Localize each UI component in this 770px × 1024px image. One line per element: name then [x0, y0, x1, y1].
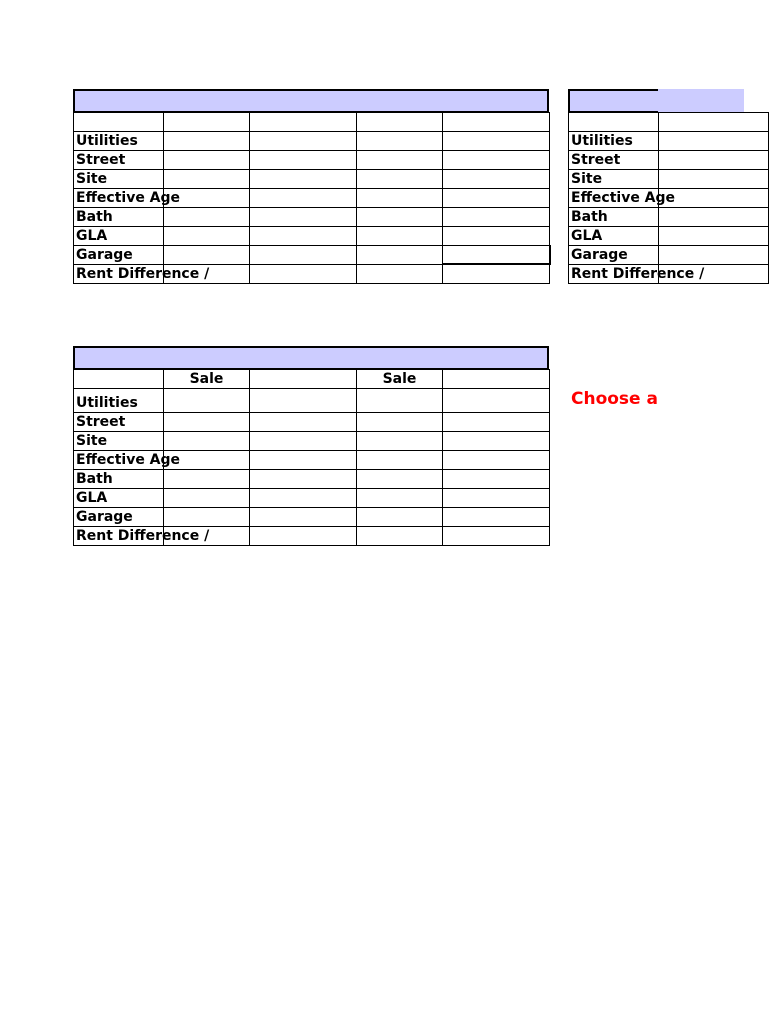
- table-cell: [357, 470, 443, 489]
- row-label: Street: [74, 150, 164, 169]
- column-header: [443, 113, 550, 132]
- table-cell: [443, 389, 550, 413]
- table-header-row: [569, 113, 769, 132]
- row-label: GLA: [74, 489, 164, 508]
- column-header-sale: Sale: [164, 370, 250, 389]
- table-row: [569, 188, 769, 207]
- table-cell: [569, 113, 659, 132]
- row-label: Site: [74, 169, 164, 188]
- table-cell: [357, 432, 443, 451]
- table-cell: [164, 470, 250, 489]
- table-cell: [357, 264, 443, 283]
- table-row: [74, 226, 550, 245]
- table-cell: [357, 226, 443, 245]
- table-cell: [443, 150, 550, 169]
- table-row: [74, 245, 550, 264]
- table-row: [74, 508, 550, 527]
- table-cell: [357, 451, 443, 470]
- table-cell: [250, 470, 357, 489]
- row-label: Utilities: [569, 131, 659, 150]
- table-cell: [250, 245, 357, 264]
- table-cell: [443, 527, 550, 546]
- choose-notice: Choose a: [571, 389, 658, 409]
- row-label: Utilities: [74, 131, 164, 150]
- table-cell: [659, 150, 769, 169]
- table-cell: [443, 188, 550, 207]
- column-header: [357, 113, 443, 132]
- table-cell: [250, 131, 357, 150]
- column-header: [250, 370, 357, 389]
- top-right-table-clip: [568, 112, 705, 290]
- table-cell: [250, 527, 357, 546]
- row-label: Rent Difference /: [569, 264, 659, 283]
- header-extension: [658, 89, 744, 113]
- table-cell: [357, 131, 443, 150]
- table-cell: [443, 264, 550, 283]
- table-cell: [250, 264, 357, 283]
- table-cell: [250, 188, 357, 207]
- table-cell: [443, 131, 550, 150]
- table-cell: [443, 451, 550, 470]
- row-label: Street: [74, 413, 164, 432]
- table-cell: [659, 245, 769, 264]
- table-row: [74, 207, 550, 226]
- table-cell: [443, 169, 550, 188]
- row-label: GLA: [569, 226, 659, 245]
- column-header-sale: Sale: [357, 370, 443, 389]
- table-cell: [164, 131, 250, 150]
- table-row: [74, 131, 550, 150]
- bottom-table: [73, 369, 550, 546]
- table-cell: [250, 207, 357, 226]
- table-row: [569, 226, 769, 245]
- table-cell: [659, 226, 769, 245]
- row-label: Street: [569, 150, 659, 169]
- table-row: [74, 188, 550, 207]
- table-cell: [659, 169, 769, 188]
- table-cell: [250, 451, 357, 470]
- column-header: [164, 113, 250, 132]
- table-cell: [443, 432, 550, 451]
- table-row: [74, 527, 550, 546]
- row-label: Bath: [74, 470, 164, 489]
- notice-clip: [571, 388, 659, 414]
- table-row: [569, 207, 769, 226]
- table-cell: [357, 207, 443, 226]
- table-row: [569, 150, 769, 169]
- table-cell: [164, 207, 250, 226]
- table-cell: [659, 131, 769, 150]
- table-cell: [164, 245, 250, 264]
- table-cell: [164, 489, 250, 508]
- table-row: [569, 245, 769, 264]
- table-cell: [250, 413, 357, 432]
- table-cell: [250, 432, 357, 451]
- table-cell: [443, 470, 550, 489]
- row-label: Utilities: [74, 389, 164, 413]
- row-label: Garage: [74, 508, 164, 527]
- row-label: Bath: [569, 207, 659, 226]
- row-label: Rent Difference /: [74, 264, 164, 283]
- table-cell: [357, 169, 443, 188]
- table-header-row: [74, 370, 550, 389]
- row-label: Garage: [569, 245, 659, 264]
- table-cell: [164, 169, 250, 188]
- table-cell: [250, 150, 357, 169]
- row-label: Effective Age: [74, 451, 164, 470]
- top-right-table: [568, 112, 769, 284]
- table-cell: [164, 226, 250, 245]
- column-header: [443, 370, 550, 389]
- table-row: [74, 432, 550, 451]
- row-label: Effective Age: [569, 188, 659, 207]
- table-row: [74, 451, 550, 470]
- table-cell: [250, 226, 357, 245]
- table-cell: [164, 150, 250, 169]
- table-cell: [164, 432, 250, 451]
- table-cell: [357, 413, 443, 432]
- table-cell: [250, 508, 357, 527]
- table-row: [74, 470, 550, 489]
- table-cell: [659, 113, 769, 132]
- table-cell: [357, 150, 443, 169]
- table-cell: [164, 413, 250, 432]
- table-row: [569, 131, 769, 150]
- table-cell: [164, 389, 250, 413]
- top-left-table-header: [73, 89, 549, 113]
- table-cell: [357, 527, 443, 546]
- table-cell: [443, 207, 550, 226]
- row-label: Site: [569, 169, 659, 188]
- table-cell: [443, 508, 550, 527]
- table-row: [74, 169, 550, 188]
- column-header: [74, 370, 164, 389]
- table-cell: [443, 226, 550, 245]
- row-label: Bath: [74, 207, 164, 226]
- top-left-table: [73, 112, 551, 284]
- table-row: [74, 150, 550, 169]
- table-row: [74, 413, 550, 432]
- row-label: Rent Difference /: [74, 527, 164, 546]
- table-cell: [357, 508, 443, 527]
- table-cell: [250, 169, 357, 188]
- table-cell: [250, 489, 357, 508]
- table-row: [569, 169, 769, 188]
- table-cell: [659, 207, 769, 226]
- column-header: [74, 113, 164, 132]
- table-header-row: [74, 113, 550, 132]
- table-cell: [357, 188, 443, 207]
- table-row: [74, 264, 550, 283]
- top-right-table-header: [568, 89, 660, 113]
- table-cell: [443, 489, 550, 508]
- table-row: [74, 389, 550, 413]
- table-row: [569, 264, 769, 283]
- row-label: Effective Age: [74, 188, 164, 207]
- table-cell: [443, 245, 550, 264]
- row-label: Garage: [74, 245, 164, 264]
- table-cell: [659, 188, 769, 207]
- row-label: GLA: [74, 226, 164, 245]
- table-cell: [357, 389, 443, 413]
- table-cell: [357, 489, 443, 508]
- column-header: [250, 113, 357, 132]
- table-cell: [443, 413, 550, 432]
- bottom-table-header: [73, 346, 549, 370]
- row-label: Site: [74, 432, 164, 451]
- table-cell: [164, 508, 250, 527]
- table-cell: [250, 389, 357, 413]
- table-cell: [357, 245, 443, 264]
- table-row: [74, 489, 550, 508]
